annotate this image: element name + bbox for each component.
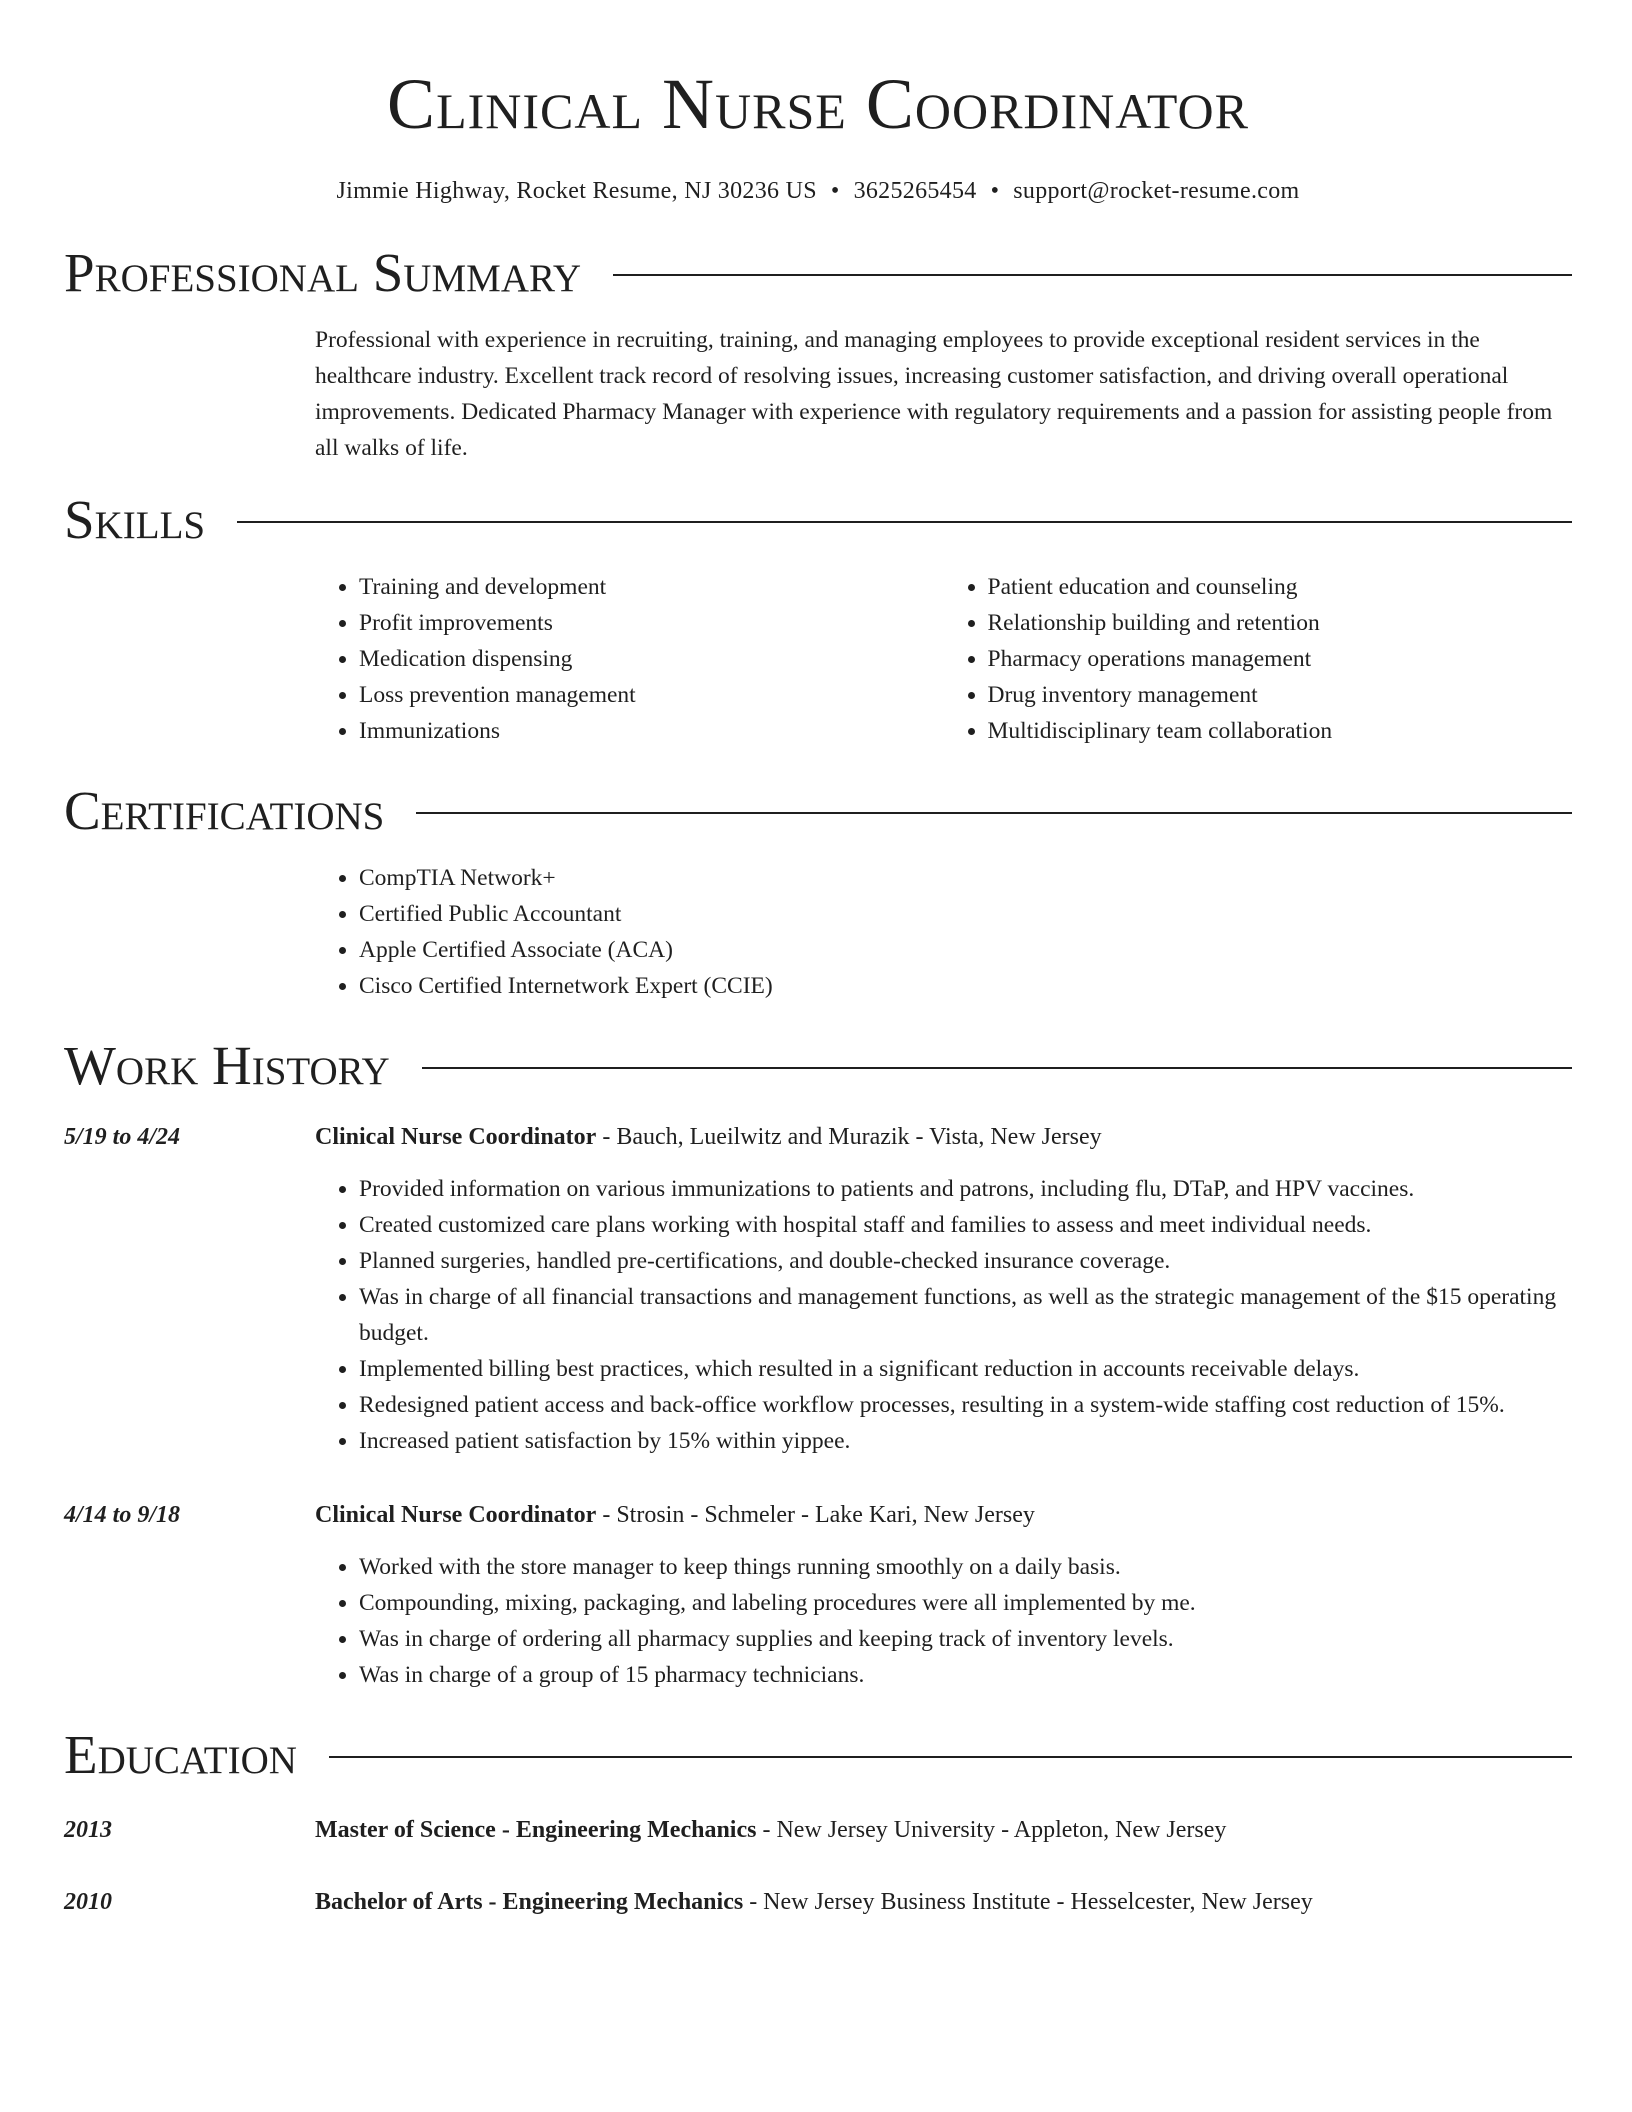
address-text: Jimmie Highway, Rocket Resume, NJ 30236 US	[336, 178, 817, 204]
job-bullet: • Implemented billing best practices, which resulted in a significant reduction in accounts receivable delays.	[359, 1351, 1572, 1387]
education-entry	[64, 1812, 1572, 1848]
education-school: - New Jersey University - Appleton, New Jersey	[756, 1817, 1227, 1843]
resume-name-heading: Clinical Nurse Coordinator	[387, 64, 1249, 144]
education-degree: Bachelor of Arts - Engineering Mechanics	[315, 1889, 744, 1915]
job-bullet: • Compounding, mixing, packaging, and labeling procedures were all implemented by me.	[359, 1585, 1572, 1621]
certifications-block	[315, 860, 1572, 1004]
certifications-title: Certifications	[64, 780, 385, 841]
section-header	[64, 780, 1572, 841]
education-year: 2010	[64, 1889, 112, 1915]
section-header	[64, 489, 1572, 550]
phone-text: 3625265454	[853, 178, 977, 204]
work-history-title: Work History	[64, 1035, 390, 1096]
skills-columns	[315, 569, 1572, 749]
job-bullet: • Was in charge of a group of 15 pharmacy technicians.	[359, 1657, 1572, 1693]
contact-line	[64, 178, 1572, 205]
summary-section	[64, 242, 1572, 466]
work-history-section	[64, 1035, 1572, 1693]
education-section	[64, 1724, 1572, 1920]
job-date: 5/19 to 4/24	[64, 1124, 181, 1150]
certification-item: • Apple Certified Associate (ACA)	[359, 932, 1572, 968]
job-employer: - Bauch, Lueilwitz and Murazik - Vista, New Jersey	[596, 1124, 1102, 1150]
job-bullets	[315, 1171, 1572, 1459]
certification-item: • Certified Public Accountant	[359, 896, 1572, 932]
job-bullet: • Was in charge of all financial transactions and management functions, as well as the strategic management of the $15 operating budget.	[359, 1279, 1572, 1351]
skill-item: • Relationship building and retention	[988, 605, 1573, 641]
job-bullet: • Provided information on various immunizations to patients and patrons, including flu, DTaP, and HPV vaccines.	[359, 1171, 1572, 1207]
email-link[interactable]: support@rocket-resume.com	[1013, 178, 1300, 204]
education-year: 2013	[64, 1817, 112, 1843]
skills-list-left	[315, 569, 944, 749]
job-details	[315, 1119, 1572, 1459]
job-bullet: • Redesigned patient access and back-office workflow processes, resulting in a system-wide staffing cost reduction of 15%.	[359, 1387, 1572, 1423]
summary-text: Professional with experience in recruiting, training, and managing employees to provide exceptional resident services in the healthcare industry. Excellent track record of resolving issues, increasing customer satisfaction, and driving overall operational improvements. Dedicated Pharmacy Manager with experience with regulatory requirements and a passion for assisting people from all walks of life.	[315, 327, 1553, 461]
job-role: Clinical Nurse Coordinator	[315, 1502, 597, 1528]
job-title-line	[315, 1497, 1572, 1533]
section-header	[64, 242, 1572, 303]
skill-item: • Multidisciplinary team collaboration	[988, 713, 1573, 749]
skills-title: Skills	[64, 489, 206, 550]
education-degree: Master of Science - Engineering Mechanics	[315, 1817, 757, 1843]
job-date: 4/14 to 9/18	[64, 1502, 181, 1528]
education-entry	[64, 1884, 1572, 1920]
resume-page	[64, 0, 1572, 1920]
contact-separator: •	[990, 178, 1000, 204]
summary-title: Professional Summary	[64, 242, 582, 303]
section-divider	[329, 1756, 1572, 1758]
contact-separator: •	[830, 178, 840, 204]
skill-item: • Loss prevention management	[359, 677, 944, 713]
job-entry	[64, 1119, 1572, 1459]
skill-item: • Training and development	[359, 569, 944, 605]
certifications-section	[64, 780, 1572, 1004]
section-header	[64, 1724, 1572, 1785]
education-title: Education	[64, 1724, 297, 1785]
education-details	[315, 1812, 1572, 1848]
certification-item: • CompTIA Network+	[359, 860, 1572, 896]
skill-item: • Profit improvements	[359, 605, 944, 641]
skills-section	[64, 489, 1572, 749]
job-bullet: • Worked with the store manager to keep things running smoothly on a daily basis.	[359, 1549, 1572, 1585]
job-role: Clinical Nurse Coordinator	[315, 1124, 597, 1150]
section-divider	[422, 1067, 1572, 1069]
skill-item: • Drug inventory management	[988, 677, 1573, 713]
job-employer: - Strosin - Schmeler - Lake Kari, New Jersey	[596, 1502, 1035, 1528]
job-title-line	[315, 1119, 1572, 1155]
job-bullet: • Increased patient satisfaction by 15% within yippee.	[359, 1423, 1572, 1459]
education-school: - New Jersey Business Institute - Hesselcester, New Jersey	[743, 1889, 1313, 1915]
section-divider	[613, 274, 1572, 276]
job-bullets	[315, 1549, 1572, 1693]
job-details	[315, 1497, 1572, 1693]
section-divider	[416, 812, 1572, 814]
certification-item: • Cisco Certified Internetwork Expert (CCIE)	[359, 968, 1572, 1004]
skills-list-right	[944, 569, 1573, 749]
job-bullet: • Planned surgeries, handled pre-certifications, and double-checked insurance coverage.	[359, 1243, 1572, 1279]
job-entry	[64, 1497, 1572, 1693]
skill-item: • Medication dispensing	[359, 641, 944, 677]
skill-item: • Immunizations	[359, 713, 944, 749]
job-bullet: • Created customized care plans working with hospital staff and families to assess and meet individual needs.	[359, 1207, 1572, 1243]
skill-item: • Patient education and counseling	[988, 569, 1573, 605]
certifications-list	[315, 860, 1572, 1004]
section-divider	[237, 521, 1572, 523]
education-details	[315, 1884, 1572, 1920]
skill-item: • Pharmacy operations management	[988, 641, 1573, 677]
section-header	[64, 1035, 1572, 1096]
job-bullet: • Was in charge of ordering all pharmacy supplies and keeping track of inventory levels.	[359, 1621, 1572, 1657]
